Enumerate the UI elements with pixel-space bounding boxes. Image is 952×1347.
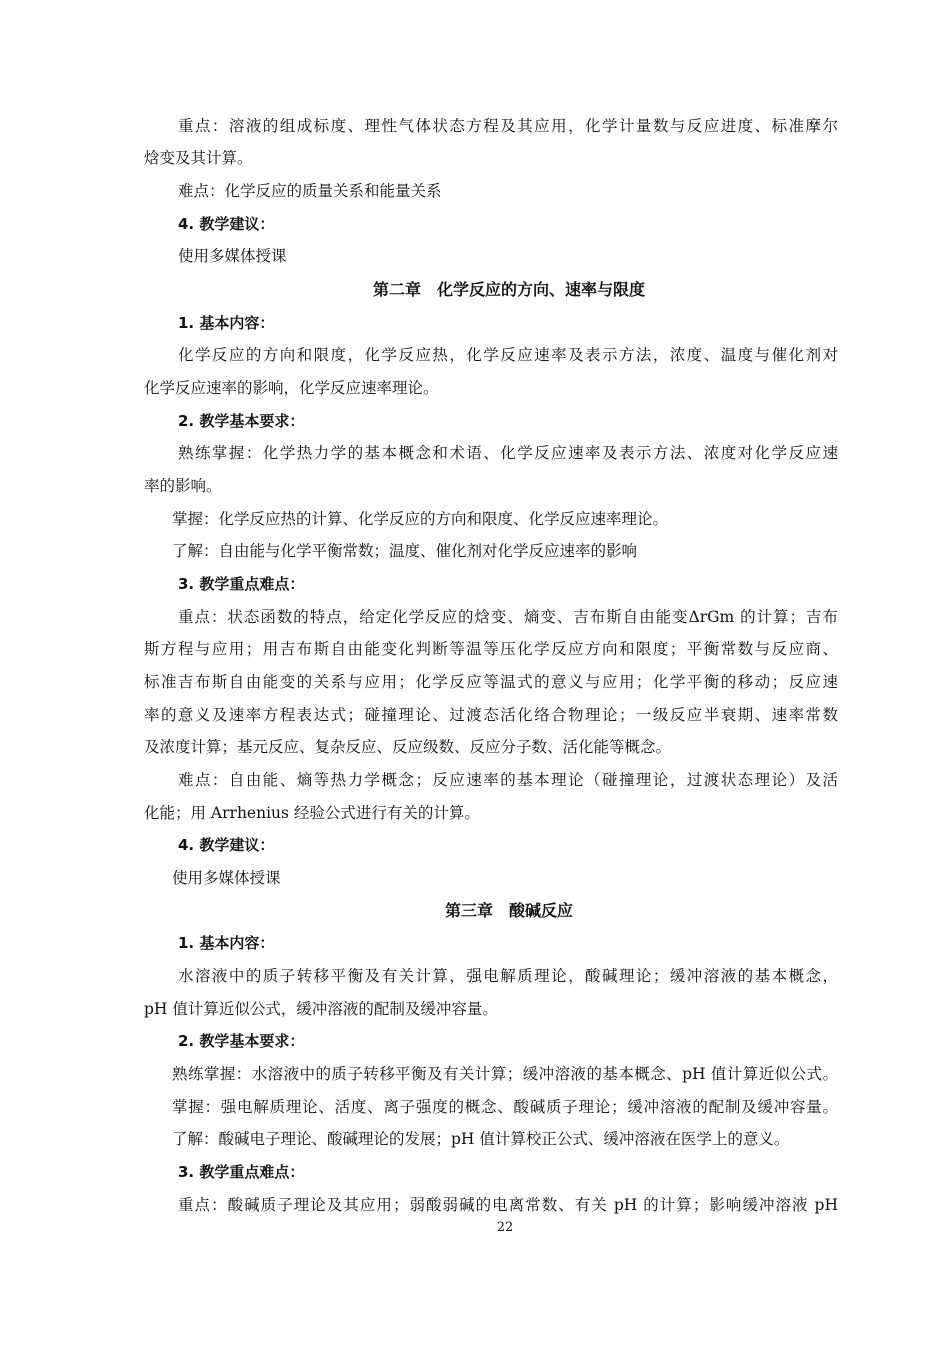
- paragraph-line: 重点：溶液的组成标度、理性气体状态方程及其应用，化学计量数与反应进度、标准摩尔: [178, 117, 838, 135]
- section-heading: 3. 教学重点难点：: [178, 575, 305, 593]
- paragraph-line: 掌握：强电解质理论、活度、离子强度的概念、酸碱质子理论；缓冲溶液的配制及缓冲容量。: [172, 1098, 838, 1116]
- page-number: 22: [496, 1220, 514, 1235]
- paragraph-line: 率的意义及速率方程表达式；碰撞理论、过渡态活化络合物理论；一级反应半衰期、速率常数: [144, 706, 838, 724]
- paragraph-line: 斯方程与应用；用吉布斯自由能变化判断等温等压化学反应方向和限度；平衡常数与反应商、: [144, 640, 838, 658]
- paragraph-line: 化能；用 Arrhenius 经验公式进行有关的计算。: [144, 804, 480, 822]
- section-heading: 1. 基本内容：: [178, 934, 275, 952]
- paragraph-line: 重点：状态函数的特点，给定化学反应的焓变、熵变、吉布斯自由能变ΔrGm 的计算；吉布: [178, 608, 838, 626]
- paragraph-line: 率的影响。: [144, 477, 222, 495]
- section-heading: 3. 教学重点难点：: [178, 1163, 305, 1181]
- paragraph-line: 了解：酸碱电子理论、酸碱理论的发展；pH 值计算校正公式、缓冲溶液在医学上的意义。: [172, 1130, 790, 1148]
- paragraph-line: 标准吉布斯自由能变的关系与应用；化学反应等温式的意义与应用；化学平衡的移动；反应速: [144, 673, 838, 691]
- section-heading: 2. 教学基本要求：: [178, 1032, 305, 1050]
- section-heading: 4. 教学建议：: [178, 836, 275, 854]
- paragraph-line: 水溶液中的质子转移平衡及有关计算，强电解质理论，酸碱理论；缓冲溶液的基本概念，: [178, 967, 838, 985]
- paragraph-line: 熟练掌握：水溶液中的质子转移平衡及有关计算；缓冲溶液的基本概念、pH 值计算近似公式。: [172, 1065, 838, 1083]
- paragraph-line: 使用多媒体授课: [172, 869, 281, 887]
- paragraph-line: 重点：酸碱质子理论及其应用；弱酸弱碱的电离常数、有关 pH 的计算；影响缓冲溶液 pH: [178, 1196, 838, 1214]
- paragraph-line: 熟练掌握：化学热力学的基本概念和术语、化学反应速率及表示方法、浓度对化学反应速: [178, 444, 838, 462]
- paragraph-line: 掌握：化学反应热的计算、化学反应的方向和限度、化学反应速率理论。: [172, 510, 669, 528]
- paragraph-line: 了解：自由能与化学平衡常数；温度、催化剂对化学反应速率的影响: [172, 542, 638, 560]
- paragraph-line: pH 值计算近似公式，缓冲溶液的配制及缓冲容量。: [144, 1000, 498, 1018]
- paragraph-line: 化学反应速率的影响，化学反应速率理论。: [144, 379, 439, 397]
- paragraph-line: 使用多媒体授课: [178, 247, 287, 265]
- paragraph-line: 难点：自由能、熵等热力学概念；反应速率的基本理论（碰撞理论，过渡状态理论）及活: [178, 771, 838, 789]
- paragraph-line: 及浓度计算；基元反应、复杂反应、反应级数、反应分子数、活化能等概念。: [144, 738, 672, 756]
- section-heading: 1. 基本内容：: [178, 314, 275, 332]
- paragraph-line: 难点：化学反应的质量关系和能量关系: [178, 182, 442, 200]
- chapter-title: 第三章 酸碱反应: [444, 901, 573, 920]
- paragraph-line: 化学反应的方向和限度，化学反应热，化学反应速率及表示方法，浓度、温度与催化剂对: [178, 346, 838, 364]
- section-heading: 2. 教学基本要求：: [178, 412, 305, 430]
- section-heading: 4. 教学建议：: [178, 215, 275, 233]
- paragraph-line: 焓变及其计算。: [144, 149, 253, 167]
- chapter-title: 第二章 化学反应的方向、速率与限度: [372, 280, 645, 299]
